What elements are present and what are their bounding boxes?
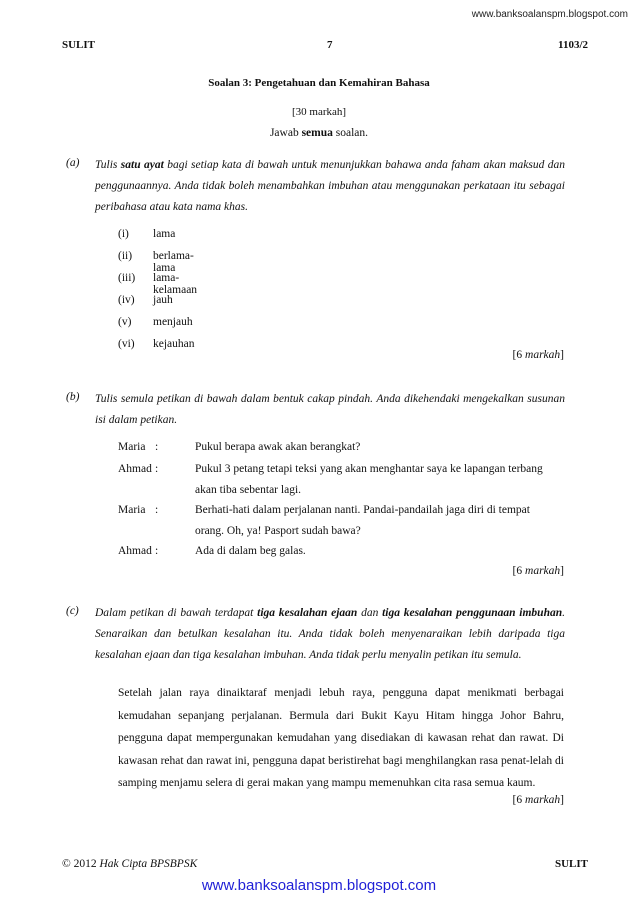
marks-open: [6 <box>512 794 526 806</box>
instruction <box>0 127 638 139</box>
dialogue-line: orang. Oh, ya! Pasport sudah bawa? <box>195 525 361 537</box>
item-word: jauh <box>153 294 173 306</box>
part-c-label: (c) <box>66 605 79 617</box>
part-b-label: (b) <box>66 391 80 403</box>
speaker-colon: : <box>155 504 159 516</box>
dialogue-line: Pukul 3 petang tetapi teksi yang akan menghantar saya ke lapangan terbang <box>195 463 543 475</box>
speaker-colon: : <box>155 545 159 557</box>
footer-right: SULIT <box>554 858 588 870</box>
bottom-url[interactable]: www.banksoalanspm.blogspot.com <box>201 877 437 894</box>
top-url: www.banksoalanspm.blogspot.com <box>471 9 628 20</box>
total-marks: [30 markah] <box>291 106 347 118</box>
part-c-q3: . Senaraikan dan betulkan kesalahan itu. Anda tidak boleh menyenaraikan lebih daripada tiga kesalahan ejaan dan tiga kesalahan imbuhan. Anda tidak perlu menyalin petikan itu semula. <box>95 607 565 661</box>
dialogue-line: Ada di dalam beg galas. <box>195 545 306 557</box>
part-a-question <box>95 155 565 218</box>
dialogue-line: akan tiba sebentar lagi. <box>195 484 302 496</box>
speaker-name: Maria <box>118 504 146 516</box>
item-number: (i) <box>118 228 129 240</box>
part-c-question <box>95 603 565 666</box>
paper-code: 1103/2 <box>558 39 588 51</box>
speaker-name: Ahmad <box>118 545 152 557</box>
part-b-question: Tulis semula petikan di bawah dalam bentuk cakap pindah. Anda dikehendaki mengekalkan susunan isi dalam petikan. <box>95 393 565 426</box>
part-a-label: (a) <box>66 157 80 169</box>
item-word: lama <box>153 228 176 240</box>
marks-close: ] <box>560 349 564 361</box>
marks-open: [6 <box>512 349 526 361</box>
part-c-q-bold1: tiga kesalahan ejaan <box>257 607 358 619</box>
marks-open: [6 <box>512 565 526 577</box>
item-word: lama-kelamaan <box>153 272 198 296</box>
instruction-bold: semua <box>301 127 333 139</box>
part-c-q1: Dalam petikan di bawah terdapat <box>95 607 258 619</box>
page-number: 7 <box>327 39 333 51</box>
item-number: (ii) <box>118 250 133 262</box>
marks-close: ] <box>560 565 564 577</box>
item-number: (vi) <box>118 338 135 350</box>
item-word: berlama-lama <box>153 250 194 274</box>
marks-word: markah <box>525 349 561 361</box>
item-number: (iv) <box>118 294 135 306</box>
speaker-name: Maria <box>118 441 146 453</box>
footer-copyright <box>62 858 197 870</box>
dialogue-line: Pukul berapa awak akan berangkat? <box>195 441 361 453</box>
marks-word: markah <box>525 794 561 806</box>
part-c-q-bold2: tiga kesalahan penggunaan imbuhan <box>382 607 563 619</box>
part-c-q2: dan <box>357 607 383 619</box>
speaker-name: Ahmad <box>118 463 152 475</box>
item-word: menjauh <box>153 316 193 328</box>
item-word: kejauhan <box>153 338 195 350</box>
header-left: SULIT <box>62 39 96 51</box>
part-c-marks <box>513 794 564 806</box>
speaker-colon: : <box>155 463 159 475</box>
instruction-post: soalan. <box>332 127 369 139</box>
section-title: Soalan 3: Pengetahuan dan Kemahiran Bahasa <box>208 77 430 89</box>
item-number: (iii) <box>118 272 136 284</box>
item-number: (v) <box>118 316 132 328</box>
part-a-marks <box>513 349 564 361</box>
part-a-q2: bagi setiap kata di bawah untuk menunjukkan bahawa anda faham akan maksud dan penggunaannya. Anda tidak boleh menambahkan imbuhan atau menggunakan perkataan itu sebagai peribahasa atau kata nama khas. <box>95 159 565 213</box>
part-a-q-bold: satu ayat <box>120 159 164 171</box>
marks-close: ] <box>560 794 564 806</box>
instruction-pre: Jawab <box>269 127 302 139</box>
copyright-holder: Hak Cipta BPSBPSK <box>99 858 198 870</box>
copyright-symbol: © 2012 <box>62 858 100 870</box>
part-a-q1: Tulis <box>95 159 121 171</box>
part-c-passage: Setelah jalan raya dinaiktaraf menjadi lebuh raya, pengguna dapat menikmati berbagai kemudahan sepanjang perjalanan. Bermula dari Bukit Kayu Hitam hingga Johor Bahru, pengguna dapat mempergunakan kemudahan yang disediakan di kawasan rehat dan rawat. Di kawasan rehat dan rawat ini, pengguna dapat beristirehat bagi menghilangkan rasa penat-lelah di samping menjamu selera di gerai makan yang mampu memenuhkan cita rasa semua kaum. <box>118 687 564 789</box>
part-b-marks <box>513 565 564 577</box>
marks-word: markah <box>525 565 561 577</box>
speaker-colon: : <box>155 441 159 453</box>
dialogue-line: Berhati-hati dalam perjalanan nanti. Pandai-pandailah jaga diri di tempat <box>195 504 530 516</box>
